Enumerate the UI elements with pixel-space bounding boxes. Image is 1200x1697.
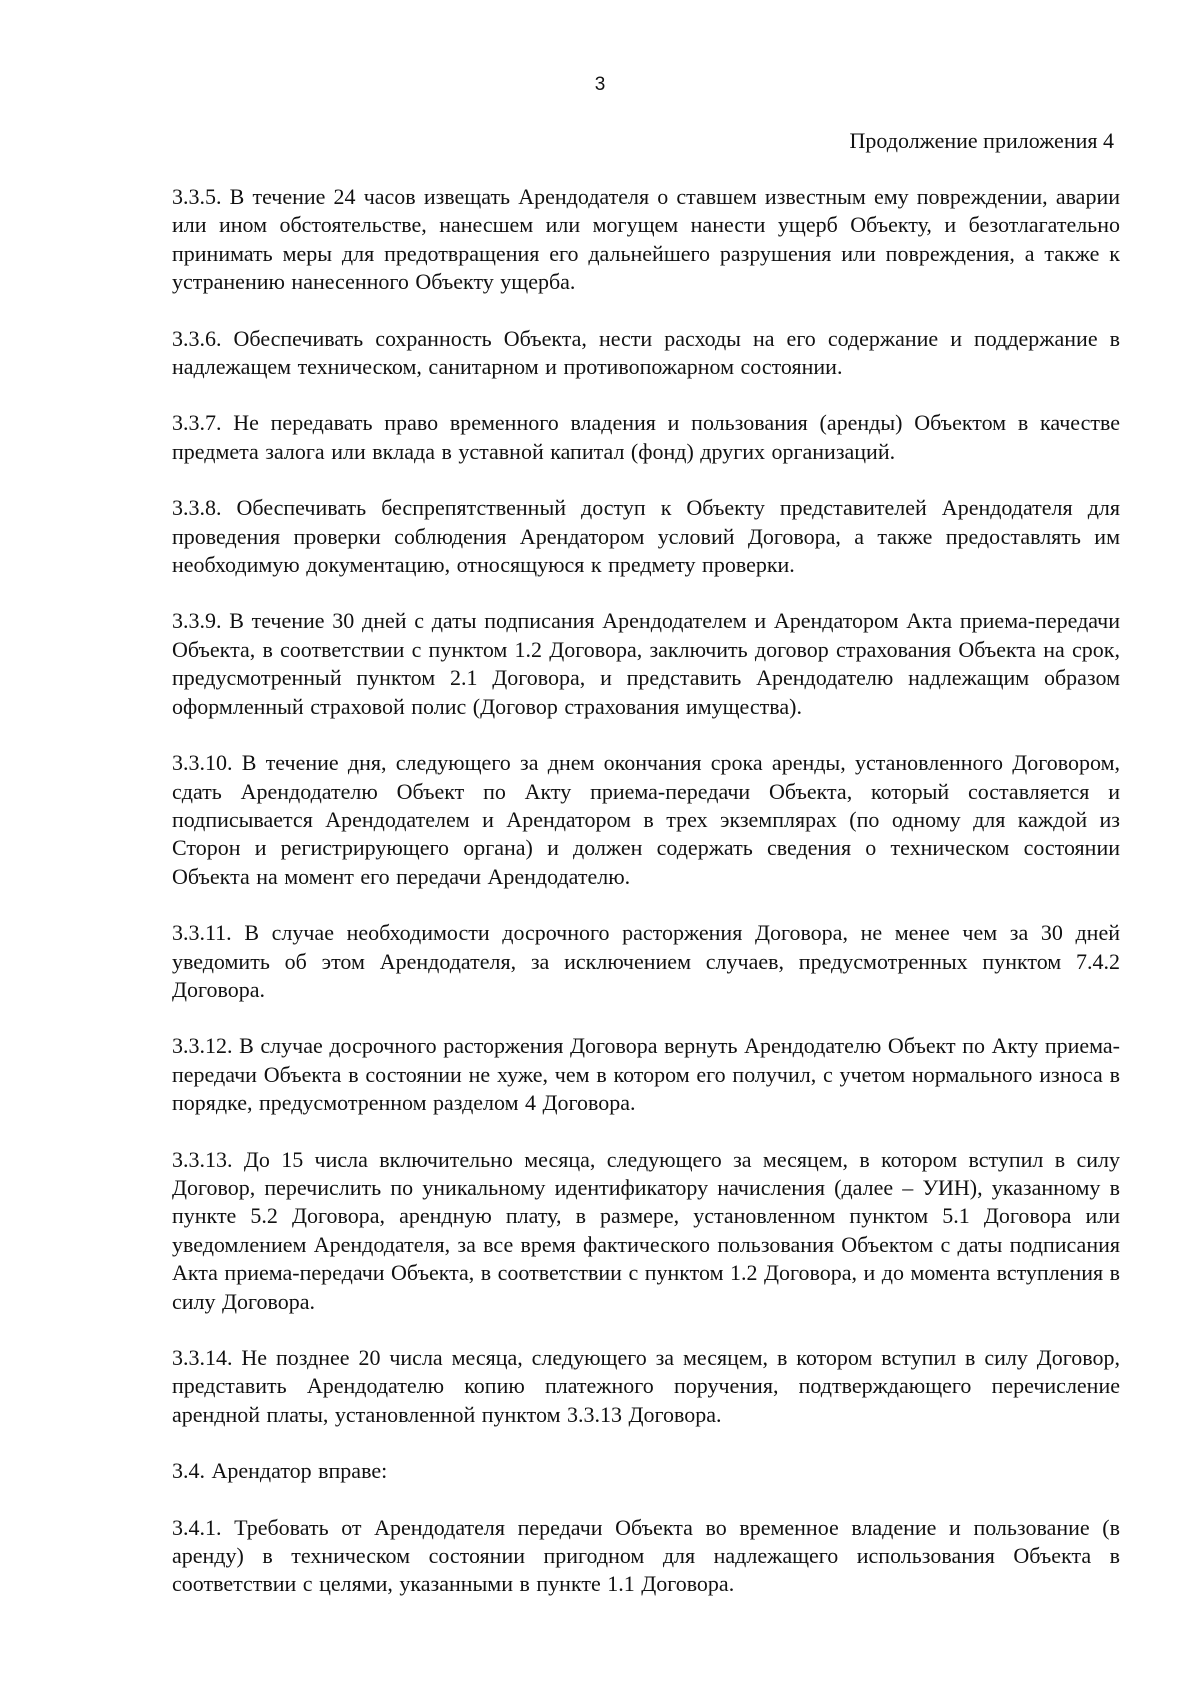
clause-3-3-14: 3.3.14. Не позднее 20 числа месяца, следующего за месяцем, в котором вступил в силу Договор, представить Арендодателю копию платежного поручения, подтверждающего перечисление арендной платы, установленной пунктом 3.3.13 Договора.	[172, 1345, 1120, 1427]
clause-3-3-8: 3.3.8. Обеспечивать беспрепятственный доступ к Объекту представителей Арендодателя для проведения проверки соблюдения Арендатором условий Договора, а также предоставлять им необходимую документацию, относящуюся к предмету проверки.	[172, 495, 1120, 578]
section-3-4-heading: 3.4. Арендатор вправе:	[172, 1458, 388, 1484]
page-number: 3	[594, 74, 606, 95]
clause-3-3-7: 3.3.7. Не передавать право временного владения и пользования (аренды) Объектом в качестве предмета залога или вклада в уставной капитал (фонд) других организаций.	[172, 410, 1120, 464]
clause-3-3-11: 3.3.11. В случае необходимости досрочного расторжения Договора, не менее чем за 30 дней уведомить об этом Арендодателя, за исключением случаев, предусмотренных пунктом 7.4.2 Договора.	[172, 920, 1120, 1002]
clause-3-4-1: 3.4.1. Требовать от Арендодателя передачи Объекта во временное владение и пользование (в аренду) в техническом состоянии пригодном для надлежащего использования Объекта в соответствии с целями, указанными в пункте 1.1 Договора.	[172, 1514, 1120, 1597]
clause-3-3-13: 3.3.13. До 15 числа включительно месяца, следующего за месяцем, в котором вступил в силу Договор, перечислить по уникальному идентификатору начисления (далее – УИН), указанному в пункте 5.2 Договора, арендную плату, в размере, установленном пунктом 5.1 Договора или уведомлением Арендодателя, за все время фактического пользования Объектом с даты подписания Акта приема-передачи Объекта, в соответствии с пунктом 1.2 Договора, и до момента вступления в силу Договора.	[172, 1146, 1120, 1314]
clause-3-3-10: 3.3.10. В течение дня, следующего за днем окончания срока аренды, установленного Договором, сдать Арендодателю Объект по Акту приема-передачи Объекта, который составляется и подписывается Арендодателем и Арендатором в трех экземплярах (по одному для каждой из Сторон и регистрирующего органа) и должен содержать сведения о техническом состоянии Объекта на момент его передачи Арендодателю.	[172, 750, 1120, 889]
clause-3-3-5: 3.3.5. В течение 24 часов извещать Арендодателя о ставшем известным ему повреждении, аварии или ином обстоятельстве, нанесшем или могущем нанести ущерб Объекту, и безотлагательно принимать меры для предотвращения его дальнейшего разрушения или повреждения, а также к устранению нанесенного Объекту ущерба.	[172, 184, 1120, 295]
document-body	[172, 183, 1120, 1627]
appendix-continuation-note: Продолжение приложения 4	[849, 128, 1114, 153]
clause-3-3-12: 3.3.12. В случае досрочного расторжения Договора вернуть Арендодателю Объект по Акту приема-передачи Объекта в состоянии не хуже, чем в котором его получил, с учетом нормального износа в порядке, предусмотренном разделом 4 Договора.	[172, 1033, 1120, 1116]
clause-3-3-6: 3.3.6. Обеспечивать сохранность Объекта, нести расходы на его содержание и поддержание в надлежащем техническом, санитарном и противопожарном состоянии.	[172, 325, 1120, 380]
clause-3-3-9: 3.3.9. В течение 30 дней с даты подписания Арендодателем и Арендатором Акта приема-передачи Объекта, в соответствии с пунктом 1.2 Договора, заключить договор страхования Объекта на срок, предусмотренный пунктом 2.1 Договора, и представить Арендодателю надлежащим образом оформленный страховой полис (Договор страхования имущества).	[172, 608, 1120, 719]
